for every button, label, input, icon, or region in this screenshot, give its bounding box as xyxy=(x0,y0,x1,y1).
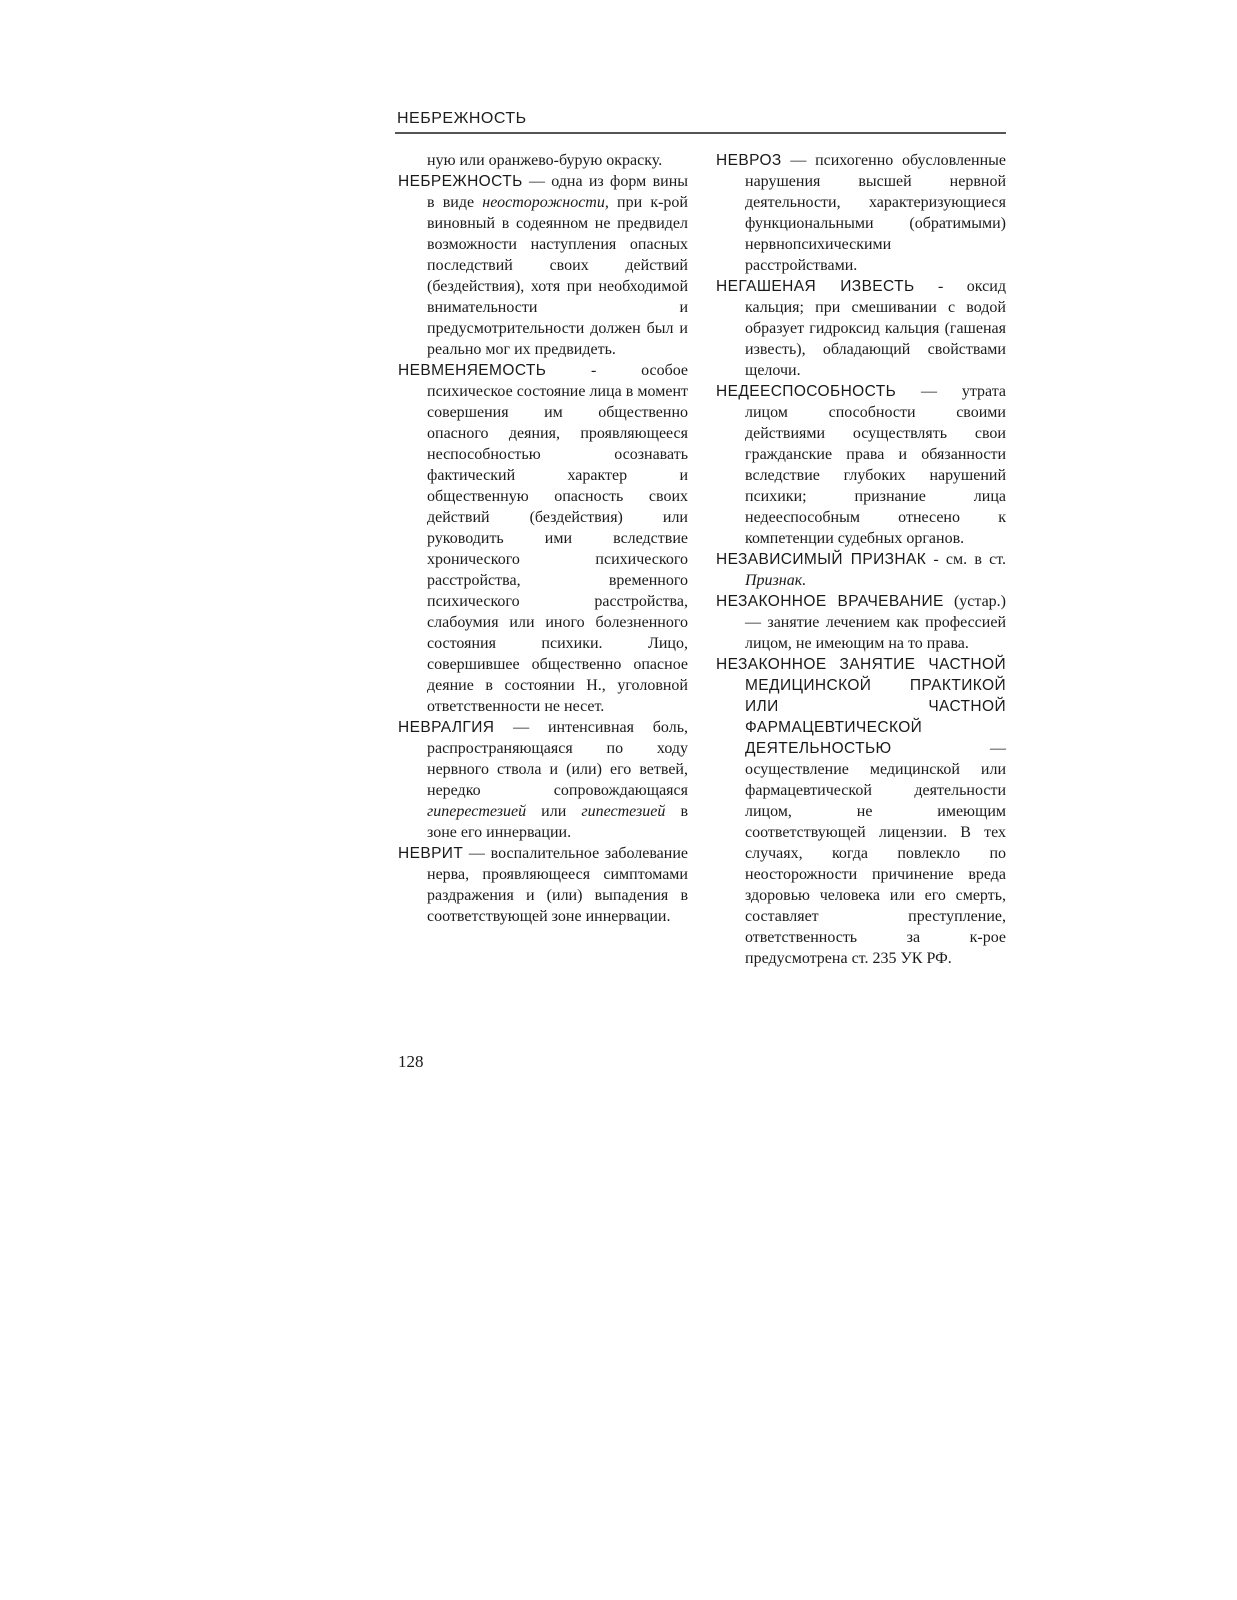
entry-nevmenyaemost xyxy=(398,360,688,717)
entry-term: НЕЗАВИСИМЫЙ ПРИЗНАК xyxy=(716,551,927,568)
continued-entry-text: ную или оранжево-бурую окраску. xyxy=(427,152,663,169)
page-number: 128 xyxy=(398,1052,424,1071)
right-column xyxy=(716,150,1006,969)
entry-definition: - особое психическое состояние лица в момент совершения им общественно опасного деяния, проявляющееся неспособностью осознавать фактический характер и общественную опасность своих действий (бездействия) или руководить ими вследствие хронического психического расстройства, временного психического расстройства, слабоумия или иного болезненного состояния психики. Лицо, совершившее общественно опасное деяние в состоянии Н., уголовной ответственности не несет. xyxy=(427,362,688,715)
entry-term: НЕБРЕЖНОСТЬ xyxy=(398,173,523,190)
entry-negashenaya-izvest xyxy=(716,276,1006,381)
entry-nevrit xyxy=(398,843,688,927)
entry-term: НЕЗАКОННОЕ ЗАНЯТИЕ ЧАСТНОЙ МЕДИЦИНСКОЙ ПРАКТИКОЙ ИЛИ ЧАСТНОЙ ФАРМАЦЕВТИЧЕСКОЙ ДЕЯТЕЛЬНОСТЬЮ xyxy=(716,656,1006,757)
entry-definition: или xyxy=(526,803,582,820)
entry-definition: — осуществление медицинской или фармацевтической деятельности лицом, не имеющим соответствующей лицензии. В тех случаях, когда повлекло по неосторожности причинение вреда здоровью человека или его смерть, составляет преступление, ответственность за к-рое предусмотрена ст. 235 УК РФ. xyxy=(745,740,1006,967)
entry-definition: в зоне его иннервации. xyxy=(427,803,689,841)
entry-definition: — психогенно обусловленные нарушения высшей нервной деятельности, характеризующиеся функциональными (обратимыми) нервнопсихическими расстройствами. xyxy=(745,152,1006,274)
left-column xyxy=(398,150,688,927)
entry-nezakonnoe-zanyatie xyxy=(716,654,1006,969)
entry-definition: - см. в ст. xyxy=(926,551,1006,568)
entry-definition: при к-рой виновный в содеянном не предвидел возможности наступления опасных последствий своих действий (бездействия), хотя при необходимой внимательности и предусмотрительности должен был и реально мог их предвидеть. xyxy=(427,194,688,358)
header-rule xyxy=(395,132,1006,134)
entry-definition: — одна из форм вины в виде xyxy=(427,173,688,211)
entry-nebrezhnost xyxy=(398,171,688,360)
entry-term: НЕВРОЗ xyxy=(716,152,782,169)
entry-term: НЕДЕЕСПОСОБНОСТЬ xyxy=(716,383,897,400)
entry-definition: - оксид кальция; при смешивании с водой образует гидроксид кальция (гашеная известь), обладающий свойствами щелочи. xyxy=(745,278,1006,379)
entry-definition: (устар.) — занятие лечением как профессией лицом, не имеющим на то права. xyxy=(745,593,1006,652)
running-head: НЕБРЕЖНОСТЬ xyxy=(397,110,527,127)
entry-nevralgiya xyxy=(398,717,688,843)
entry-term: НЕВМЕНЯЕМОСТЬ xyxy=(398,362,547,379)
cross-reference: гиперестезией xyxy=(427,803,527,820)
entry-definition: — интенсивная боль, распространяющаяся по ходу нервного ствола и (или) его ветвей, нередко сопровождающаяся xyxy=(427,719,688,799)
entry-nezavisimyy-priznak xyxy=(716,549,1006,591)
entry-term: НЕВРИТ xyxy=(398,845,464,862)
entry-definition: — воспалительное заболевание нерва, проявляющееся симптомами раздражения и (или) выпадения в соответствующей зоне иннервации. xyxy=(427,845,688,925)
cross-reference: гипестезией xyxy=(581,803,666,820)
entry-term: НЕЗАКОННОЕ ВРАЧЕВАНИЕ xyxy=(716,593,944,610)
cross-reference: неосторожности, xyxy=(482,194,609,211)
entry-definition: — утрата лицом способности своими действиями осуществлять свои гражданские права и обязанности вследствие глубоких нарушений психики; признание лица недееспособным отнесено к компетенции судебных органов. xyxy=(745,383,1006,547)
entry-nezakonnoe-vrachevanie xyxy=(716,591,1006,654)
entry-nevroz xyxy=(716,150,1006,276)
entry-term: НЕГАШЕНАЯ ИЗВЕСТЬ xyxy=(716,278,915,295)
entry-term: НЕВРАЛГИЯ xyxy=(398,719,495,736)
cross-reference: Признак. xyxy=(745,572,807,589)
entry-nedeesposobnost xyxy=(716,381,1006,549)
